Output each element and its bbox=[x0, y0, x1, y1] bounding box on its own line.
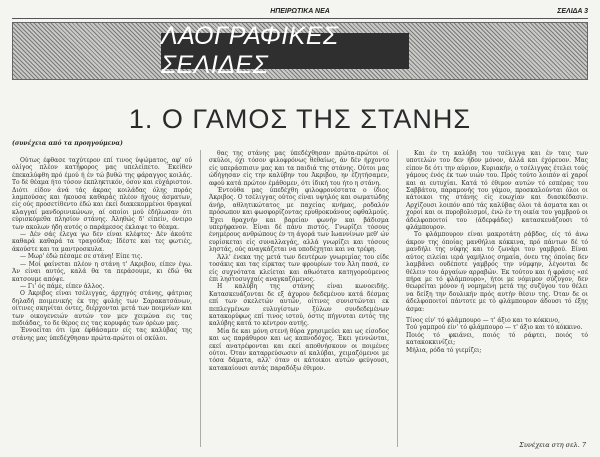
column-divider bbox=[200, 150, 201, 447]
page-number-label: ΣΕΛΙΔΑ 3 bbox=[557, 7, 588, 15]
paragraph: Το φλάμπουρον είναι μακροτάτη ράβδος, είς τό άνω άκρον της όποίας μανθήλια κόκκινα, πρό πάντων δέ τό μανδήλι της νύφης και τό ζωνάρι του γαμβρού. Είναι αύτος ειλείαι ιερά γαμήλιος σημαία, όνευ της όποίας δεν λαμβάνει ουδέποτε γαμβρός την νύμφην, λέγονται δε θέλειν του άργαίων αρραβών. Έκ τούτου και ή φράσις «σέ πήρα με τό φλάμπουρο», ήτοι με νόμιμον σύζυγον, δεν θεωρείται μόνον ή νομημένη μετά της συζύγου του θέλει να δείξη την δουλικήν πρός αυτήν θέσιν της. Όταν δε οι άδελφοποιτοί πάντοτε με τό φλάμπουρον άδουσι τό έξης άσμα: bbox=[406, 231, 588, 313]
paragraph: — Δέν σάς έλεγα γω δεν είναι κλέφτες· Δέν άκούτε καθαρά καθαρά τα τραγούδια; Ιδέστε και τες φωτιές, άκούστε και τα μαντροσκυλα. bbox=[12, 231, 192, 253]
paragraph: Άλλ' ένεκα της μετά των δευτέρων γνωριμίας του είδε τοσάκις και τας είρκτας των φρουρίων του Άλη πασά, εν είς συχνότατα κλείεται και αθωότατα κατηγορούμενος έπι ληστοσυγχαίς αναγκαζόμενος. bbox=[209, 253, 389, 283]
paragraph: — Γι' ός πάμε, είπεν άλλος. bbox=[20, 282, 105, 290]
page-header bbox=[12, 4, 588, 18]
paragraph: Και έν τη καλύβη του τσέλιγγα και έν ταις των υποτελών του δεν ήδον μόνον, άλλά και έχόρευον. Μας είπον δε ότι την αύριον, Κυριακήν, ο τσέλιγγας έτελει τούς γάμους ένός έκ των υιών του. Πρός τούτο λοιπόν αί χαροί και αι ευτυχίαι. Κατά τό έθιμον αυτών τό εσπέρας του Σαββάτου, παραμονής του γάμου, προσκαλούνται όλοι οι κάτοικοι της στάνης είς ευωχίαν και διασκέδασιν. Αρχίζουσι λοιπόν από τάς καλύβας όλοι τά άσματα και οι χοροί και οι πυροβολισμοί, ένώ έν τη οικία του γαμβρού οι άδελφοποιτοί του (άδερφάδες) κατασκευάζουσι τό φλάμπουρον. bbox=[406, 150, 588, 232]
paragraph: Έντούθα μας ύπεδέχθη φιλοφρονέστατα ο ίδιος Άκριβος. Ο τσέλιγγας ούτος είναι υψηλός και σωματώδης άνήρ, αθλητικώτατος με παχείας κνήμας, ροδαλόν πρόσωπον και φωσφορίζοντας ερυθροκυάνους οφθαλμούς. Έχει θραχνήν και βαρείαν φωνήν και βάδισμα υπερήφανον. Είναι δέ πάνυ πιστός. Γνωρίζει τόσους ένημέρους ανθρώπους έν τη άγορά των Ιωαννίνων μεθ' ών ευρίσκεται είς συναλλαγάς, αλλά γνωρίζει και τόσους ληστάς, ούς αναγκάζεται να υποδέχηται και να τρέφη. bbox=[209, 187, 389, 254]
paragraph: Η καλύβη της στάνης είναι κωνοειδής. Κατασκευάζονται δε εξ άχυρου δεδεμένου κατά δέσμας επί των σκελετών αυτών, οίτινες συνιστώνται εκ πεπλεγμένων ευλυγίστων ξύλων συνδεδεμένων κατακορύφως επί τινος ιστού, όστις πήγνυται εντός της καλύβης κατά το κέντρον αυτής. bbox=[209, 283, 389, 328]
verse-line: Τίνος είν' τό φλάμπουρο — τ' άξιο και το κόκκινο, bbox=[406, 316, 560, 324]
verse-line: Τού γαμπρού είν' τό φλάμπουρο — τ' άξιο και τό κόκκινο. bbox=[406, 324, 583, 332]
article-column-2 bbox=[209, 150, 389, 372]
verse-line: Μήλια, ρόδα τό γιεμίζει; bbox=[406, 346, 482, 354]
publication-name: ΗΠΕΙΡΩΤΙΚΑ ΝΕΑ bbox=[270, 7, 330, 15]
article-title: 1. Ο ΓΑΜΟΣ ΤΗΣ ΣΤΑΝΗΣ bbox=[128, 104, 472, 134]
continued-label: (συνέχεια από τα προηγούμενα) bbox=[12, 140, 123, 147]
section-banner bbox=[12, 22, 588, 80]
continued-on-page-note: Συνέχεια στη σελ. 7 bbox=[519, 441, 586, 449]
paragraph: Μία δε και μόνη στενή θύρα χρησιμεύει και ως είσοδος και ως παράθυρον και ως καπνοδόχος. Έκει γεννώνται, εκεί ανατρέφονται και εκεί αποθνήσκουν οι ποιμένες ούτοι. Όταν καταρρεύσωσιν αί καλύβαι, χειμαζόμενοι με τόσα δάματα, αλλ' όταν οι κάτοικοι αυτών φεύγουσι, κατακαίουσι αυτάς παραδόξω έθιμον. bbox=[209, 327, 389, 372]
column-divider bbox=[397, 150, 398, 447]
paragraph: — Μωρ' έδώ πέσαμε σε στάνη! Είπε τις. bbox=[20, 253, 143, 261]
section-banner-title: ΛΑΟΓΡΑΦΙΚΕΣ ΣΕΛΙΔΕΣ bbox=[161, 33, 409, 69]
continued-label-wrap bbox=[12, 140, 192, 149]
article-column-3 bbox=[406, 150, 588, 354]
header-divider bbox=[12, 18, 588, 19]
paragraph: Ούτως έφθασε ταχύτερον επί τινος ύψώματος, αφ' ού ολίγος πλέον κατήφορος μας υπελείπετο. Έκείθεν έπεκαλύφθη πρό έμού ή έν τώ βυθώ της φάραγγος κοιλάς. Το δέ θέαμα ήτο τόσον έκπληκτικόν, όσον και εύχάριστον. Διότι είδον άνά τάς άκρας κοιλάδας όλης πυράς λαμπούσας και ήκουσα καθαράς πλέον ήχους άσματων, είς ούς προσετίθεντο έδώ και έκεί διακεκομμένοι θραγκαί κλαγγαί μανδορινικώνων, αί οποίοι μού έδήλωσαν ότι εύρισκόμεθα πλησίον στάνης. Άληθώς δ' είπείν, όνειρο των ακολων ήδη αυτός ο παράμεσος έκλαψε το θέαμα. bbox=[12, 157, 192, 231]
paragraph: θας της στάνης μας ύπεδέχθησαν πρώτα-πρώτοι οί σκύλοι, όχι τόσον φιλοφρόνως θεθαίως, άν δέν ήρχοντο είς υπεράσπισιν μας και τα παιδιά της στάνης. Ούτοι μας ώδήγησαν είς την καλύβην του Άκριβου, ην έζητήσαμεν, αφού κατά πρώτον έμάθομεν, ότι ίδική του ήτο η στάνη. bbox=[209, 150, 389, 187]
paragraph: Ο Άκριβος είναι τσέλιγγας, άρχηγός στάνης, φάτριας δηλαδή ποιμενικής έκ της φυλής των Σαρακατσάνων, οίτινες σκηνίται όντες, διέρχονται μετά των ποιμνίων και των οικογενειών αυτών τον μεν χειμώνα εις τας πεδιάδας, το δε θέρος εις τας κορυφάς των όρέων μας. bbox=[12, 290, 192, 327]
paragraph: Έννοείται ότι ίμα έφθάσαμεν είς τας καλύβας της στάνης μας ύπεδέχθησαν πρώτα-πρώτοι οί σκύλοι. bbox=[12, 327, 192, 342]
article-column-1 bbox=[12, 157, 192, 342]
verse-line: Ποιός τό φκιάνει, ποιός τό ράφτει, ποιός τό κατακοκκινίζει; bbox=[406, 331, 588, 347]
paragraph: — Μοί φαίνεται πλέον η στάνη τ' Ακριβου, είπεν έγω. Άν είναι αυτός, καλά θα τα περάσουμε, κι έδώ θα κατσουμε απόψε. bbox=[12, 260, 192, 283]
